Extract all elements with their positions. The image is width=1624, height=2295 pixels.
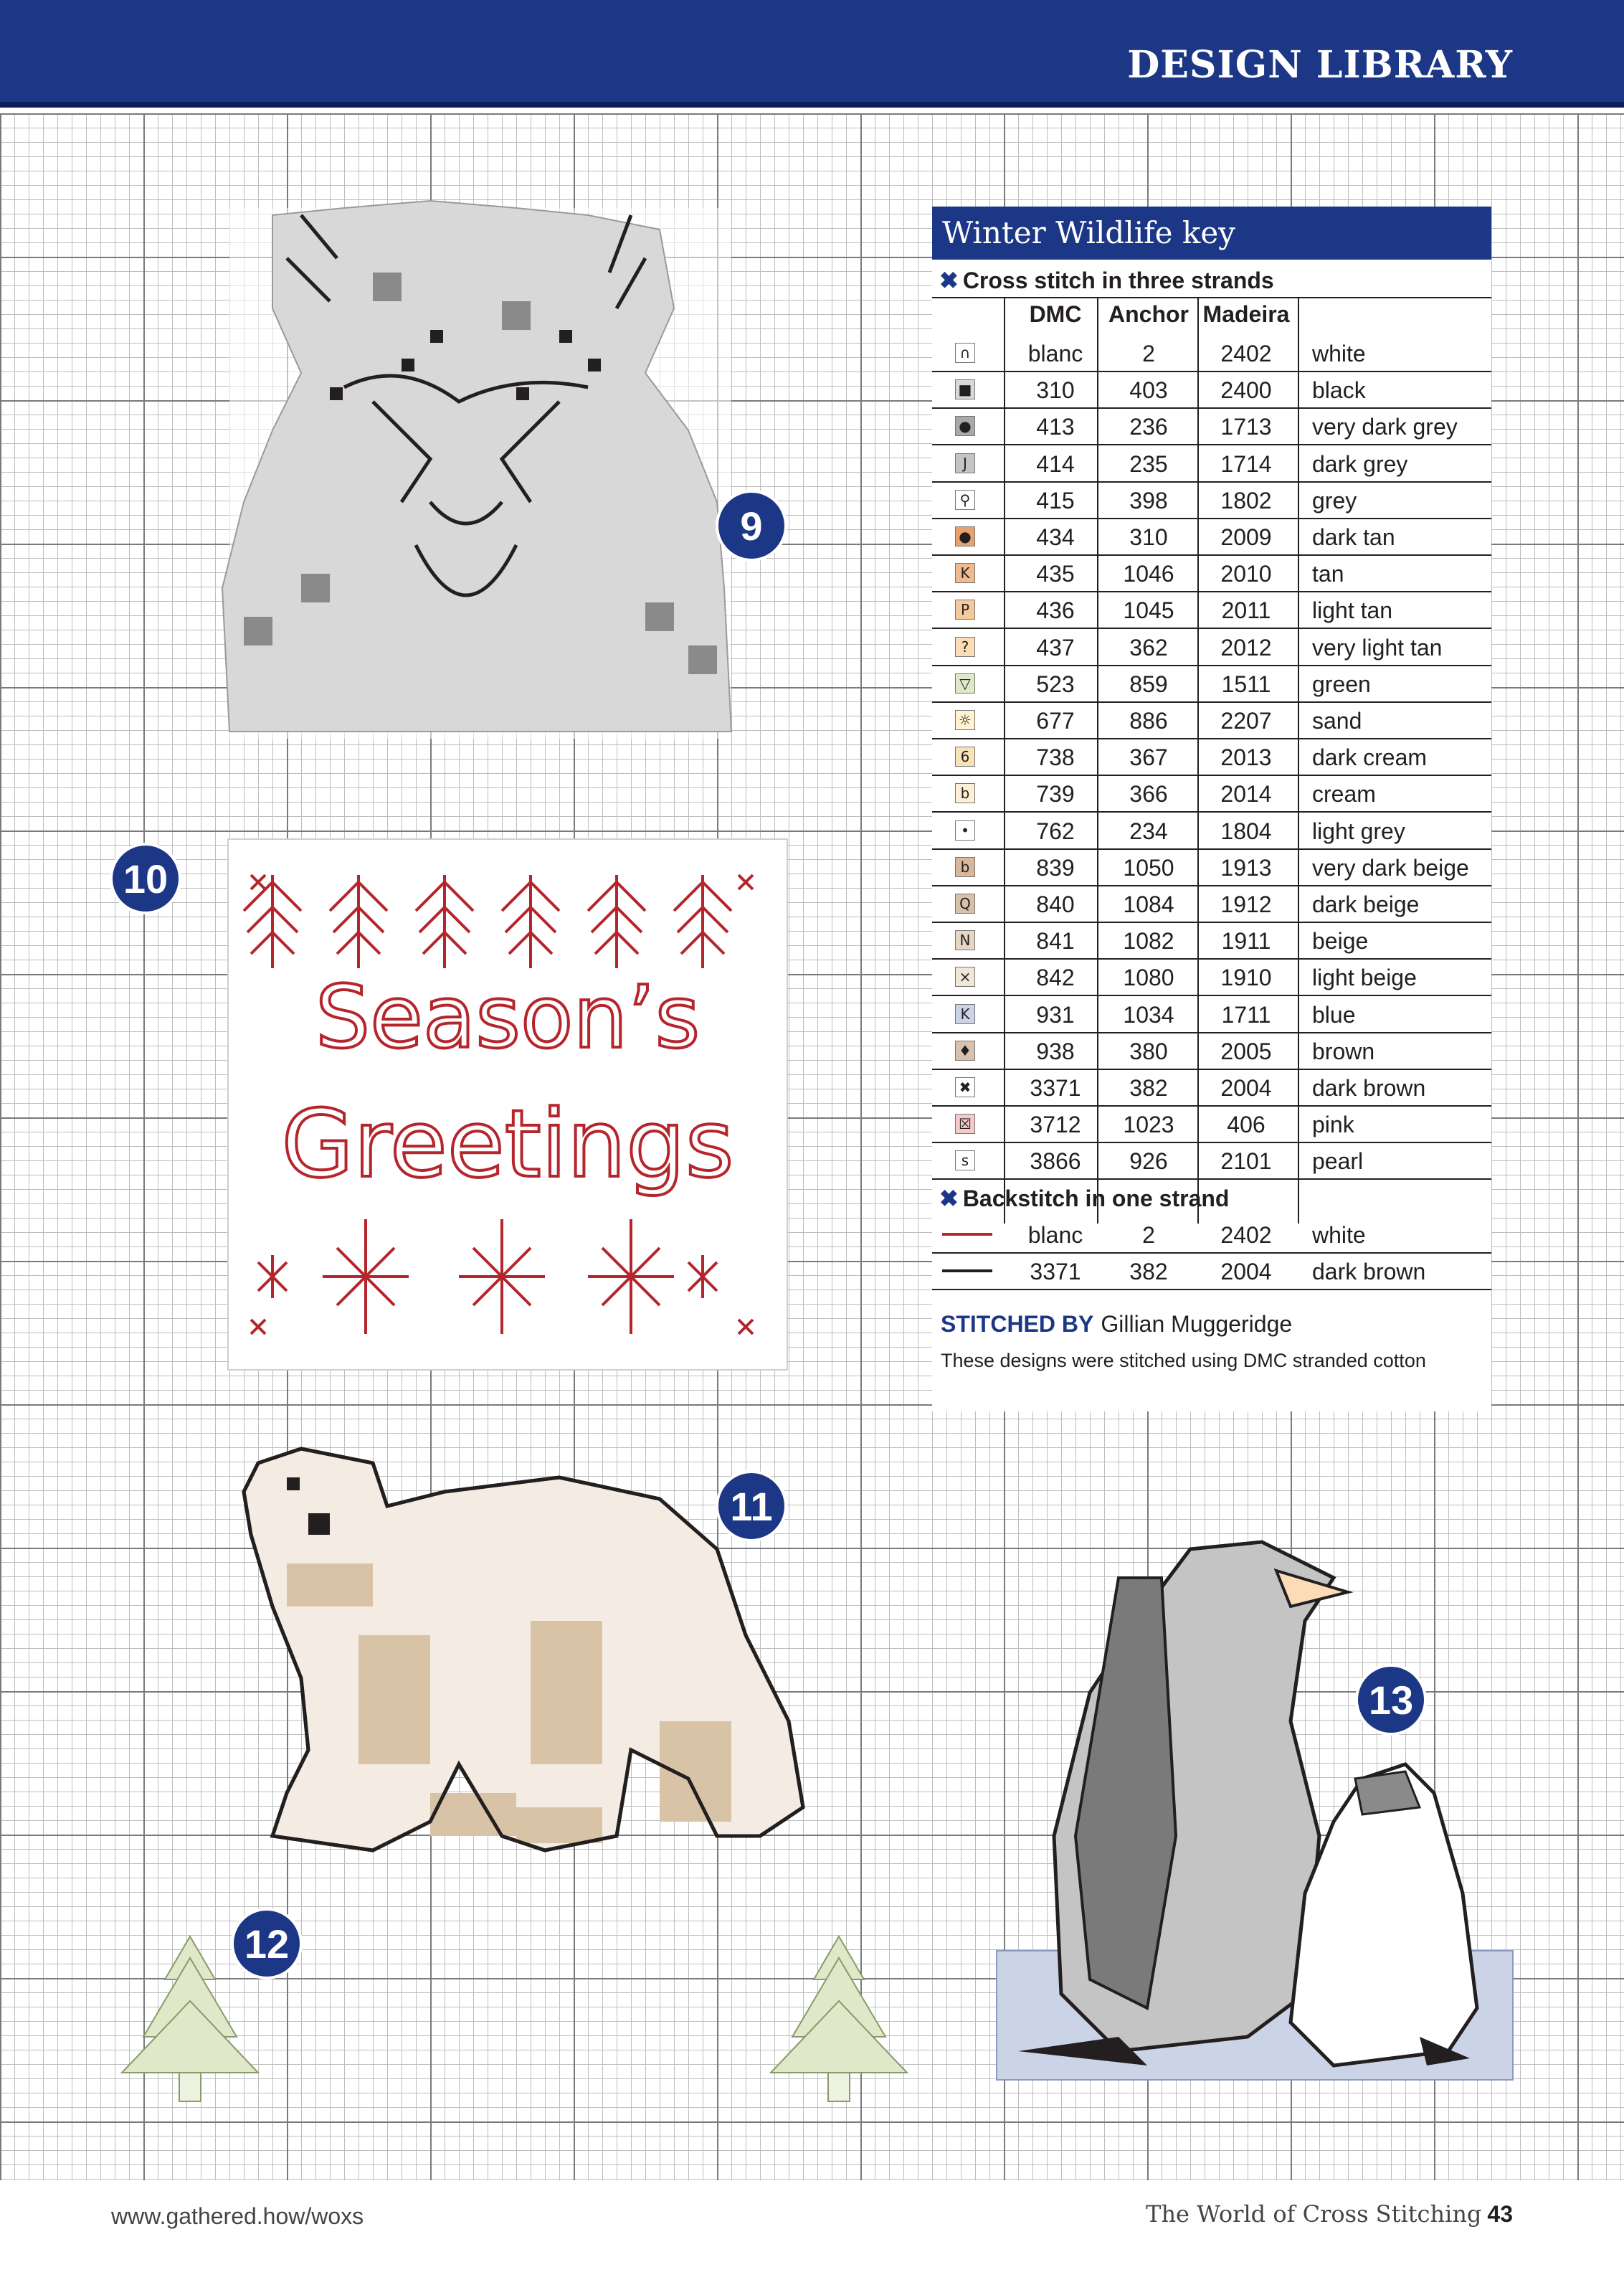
stitch-symbol-icon: • — [955, 820, 975, 841]
key-name: dark brown — [1312, 1075, 1426, 1101]
penguins-chart — [997, 1542, 1513, 2080]
key-row — [932, 1032, 1491, 1070]
sampler-text: Greetings — [281, 1089, 734, 1198]
chart-badge-11: 11 — [716, 1470, 787, 1542]
key-dmc: 762 — [1036, 818, 1075, 844]
chart-badge-12: 12 — [231, 1908, 303, 1979]
col-anchor: Anchor — [1108, 301, 1189, 327]
key-name: light grey — [1312, 818, 1405, 844]
stitch-symbol-icon: Q — [955, 894, 975, 914]
key-name: white — [1312, 341, 1366, 366]
key-name: tan — [1312, 561, 1344, 587]
key-madeira: 1511 — [1221, 671, 1271, 697]
key-madeira: 1912 — [1220, 891, 1272, 917]
key-row — [932, 554, 1491, 592]
section-title: DESIGN LIBRARY — [1127, 43, 1513, 87]
key-anchor: 1080 — [1123, 965, 1174, 991]
key-madeira: 2402 — [1220, 1221, 1272, 1248]
key-dmc: 738 — [1036, 744, 1075, 771]
key-anchor: 382 — [1129, 1075, 1168, 1101]
stitch-symbol-icon: P — [955, 600, 975, 620]
key-dmc: 310 — [1036, 377, 1075, 404]
key-dmc: 3866 — [1030, 1148, 1081, 1175]
key-name: pink — [1312, 1112, 1354, 1138]
key-madeira: 2400 — [1220, 377, 1272, 404]
key-madeira: 1711 — [1221, 1001, 1271, 1028]
stitch-symbol-icon: b — [955, 783, 975, 803]
key-name: green — [1312, 671, 1371, 697]
key-madeira: 1804 — [1220, 818, 1272, 844]
key-name: sand — [1312, 708, 1362, 734]
cross-stitch-heading: ✖ Cross stitch in three strands — [939, 268, 1274, 293]
key-row — [932, 775, 1491, 813]
key-dmc: 840 — [1036, 891, 1075, 917]
chart-badge-10: 10 — [110, 843, 181, 914]
stitch-symbol-icon: ? — [955, 637, 975, 657]
key-madeira: 2012 — [1220, 634, 1272, 661]
key-name: dark brown — [1312, 1259, 1426, 1284]
key-anchor: 1045 — [1123, 597, 1174, 624]
footer-url: www.gathered.how/woxs — [111, 2203, 364, 2229]
stitch-symbol-icon: ☒ — [955, 1114, 975, 1134]
key-dmc: 677 — [1036, 708, 1075, 734]
key-name: dark grey — [1312, 450, 1408, 477]
key-anchor: 310 — [1129, 524, 1168, 550]
stitched-by: STITCHED BY Gillian Muggeridge — [941, 1311, 1293, 1337]
key-dmc: 435 — [1036, 561, 1075, 587]
key-row — [932, 445, 1491, 483]
key-row — [932, 738, 1491, 776]
key-madeira: 2101 — [1220, 1148, 1272, 1175]
stitch-symbol-icon: 6 — [955, 747, 975, 767]
key-madeira: 2010 — [1220, 561, 1272, 587]
key-name: beige — [1312, 928, 1369, 955]
key-row — [932, 848, 1491, 886]
key-name: very dark beige — [1312, 854, 1469, 881]
key-dmc: 3371 — [1030, 1259, 1081, 1284]
key-anchor: 398 — [1129, 487, 1168, 514]
key-madeira: 2402 — [1220, 341, 1272, 366]
backstitch-line-icon — [942, 1269, 992, 1272]
key-row — [932, 1069, 1491, 1107]
col-dmc: DMC — [1029, 301, 1082, 327]
key-name: dark tan — [1312, 524, 1395, 550]
key-name: very light tan — [1312, 634, 1443, 661]
thread-key-panel — [932, 207, 1491, 1411]
key-dmc: 437 — [1036, 634, 1075, 661]
key-name: light tan — [1312, 597, 1393, 624]
key-row — [932, 812, 1491, 850]
key-madeira: 2011 — [1221, 597, 1271, 624]
page-number: 43 — [1487, 2201, 1513, 2227]
backstitch-row — [932, 1252, 1491, 1290]
key-row — [932, 1142, 1491, 1180]
key-madeira: 1714 — [1220, 450, 1272, 477]
key-row — [932, 995, 1491, 1033]
key-dmc: 436 — [1036, 597, 1075, 624]
key-dmc: 839 — [1036, 854, 1075, 881]
key-anchor: 367 — [1129, 744, 1168, 771]
key-anchor: 403 — [1129, 377, 1168, 404]
key-dmc: 842 — [1036, 965, 1075, 991]
chart-badge-13: 13 — [1355, 1664, 1427, 1736]
stitch-symbol-icon: ■ — [955, 379, 975, 399]
key-row — [932, 591, 1491, 629]
key-row — [932, 665, 1491, 703]
key-anchor: 2 — [1142, 1221, 1155, 1248]
key-dmc: 413 — [1036, 414, 1075, 440]
key-dmc: 414 — [1036, 450, 1075, 477]
greetings-chart — [228, 839, 787, 1370]
stitch-symbol-icon: ✖ — [955, 1077, 975, 1097]
key-madeira: 2207 — [1220, 708, 1272, 734]
stitch-symbol-icon: × — [955, 967, 975, 987]
key-dmc: 523 — [1036, 671, 1075, 697]
key-anchor: 382 — [1129, 1259, 1168, 1284]
key-madeira: 1911 — [1221, 928, 1271, 955]
key-name: black — [1312, 377, 1366, 404]
key-anchor: 1046 — [1123, 561, 1174, 587]
key-anchor: 234 — [1129, 818, 1168, 844]
key-dmc: blanc — [1027, 341, 1083, 366]
key-dmc: 938 — [1036, 1038, 1075, 1064]
key-dmc: 3712 — [1030, 1112, 1081, 1138]
key-row — [932, 481, 1491, 519]
key-anchor: 366 — [1129, 781, 1168, 808]
key-dmc: 434 — [1036, 524, 1075, 550]
key-name: brown — [1312, 1038, 1375, 1064]
cross-icon: ✖ — [939, 1185, 959, 1211]
key-dmc: 739 — [1036, 781, 1075, 808]
key-madeira: 1910 — [1220, 965, 1272, 991]
key-madeira: 2004 — [1220, 1259, 1272, 1284]
key-madeira: 2014 — [1220, 781, 1272, 808]
key-row — [932, 701, 1491, 739]
key-madeira: 406 — [1227, 1112, 1266, 1138]
stitch-symbol-icon: ● — [955, 526, 975, 546]
footer-magazine: The World of Cross Stitching 43 — [1146, 2200, 1513, 2228]
stitch-symbol-icon: ∩ — [955, 343, 975, 363]
key-anchor: 1084 — [1123, 891, 1174, 917]
key-row — [932, 334, 1491, 372]
thread-note: These designs were stitched using DMC stranded cotton — [941, 1350, 1426, 1371]
backstitch-row — [932, 1216, 1491, 1254]
key-row — [932, 628, 1491, 666]
key-dmc: 931 — [1036, 1001, 1075, 1028]
stitch-symbol-icon: s — [955, 1150, 975, 1170]
key-madeira: 2005 — [1220, 1038, 1272, 1064]
stitch-symbol-icon: b — [955, 857, 975, 877]
key-name: cream — [1312, 781, 1376, 808]
key-anchor: 380 — [1129, 1038, 1168, 1064]
stitch-symbol-icon: K — [955, 563, 975, 583]
key-anchor: 235 — [1129, 450, 1168, 477]
key-name: very dark grey — [1312, 414, 1458, 440]
key-name: pearl — [1312, 1148, 1364, 1175]
key-anchor: 2 — [1142, 341, 1155, 366]
key-row — [932, 922, 1491, 960]
key-name: white — [1312, 1221, 1366, 1248]
key-madeira: 1913 — [1220, 854, 1272, 881]
stitch-symbol-icon: ♦ — [955, 1041, 975, 1061]
key-row — [932, 371, 1491, 409]
sampler-text: Season’s — [315, 968, 701, 1068]
stitch-symbol-icon: ☼ — [955, 710, 975, 730]
stitch-symbol-icon: N — [955, 930, 975, 950]
key-row — [932, 958, 1491, 996]
key-anchor: 886 — [1129, 708, 1168, 734]
chart-badge-9: 9 — [716, 490, 787, 562]
cross-icon: ✖ — [939, 268, 959, 293]
stitch-symbol-icon: ⚲ — [955, 490, 975, 510]
key-madeira: 2009 — [1220, 524, 1272, 550]
key-madeira: 1713 — [1220, 414, 1272, 440]
backstitch-heading: ✖ Backstitch in one strand — [939, 1185, 1230, 1211]
key-name: dark cream — [1312, 744, 1428, 771]
key-anchor: 236 — [1129, 414, 1168, 440]
key-madeira: 1802 — [1220, 487, 1272, 514]
key-row — [932, 1105, 1491, 1143]
key-dmc: 415 — [1036, 487, 1075, 514]
divider — [932, 297, 1491, 298]
key-row — [932, 885, 1491, 923]
key-row — [932, 407, 1491, 445]
key-dmc: 3371 — [1030, 1075, 1081, 1101]
key-name: dark beige — [1312, 891, 1420, 917]
key-name: blue — [1312, 1001, 1356, 1028]
key-anchor: 1050 — [1123, 854, 1174, 881]
key-anchor: 1034 — [1123, 1001, 1174, 1028]
key-name: light beige — [1312, 965, 1417, 991]
key-dmc: blanc — [1027, 1221, 1083, 1248]
stitch-symbol-icon: K — [955, 1004, 975, 1024]
owl-chart — [222, 201, 731, 739]
key-madeira: 2004 — [1220, 1075, 1272, 1101]
stitch-symbol-icon: ● — [955, 416, 975, 436]
key-title: Winter Wildlife key — [932, 207, 1491, 260]
key-madeira: 2013 — [1220, 744, 1272, 771]
key-anchor: 1023 — [1123, 1112, 1174, 1138]
stitch-symbol-icon: ▽ — [955, 673, 975, 694]
key-anchor: 362 — [1129, 634, 1168, 661]
backstitch-line-icon — [942, 1233, 992, 1236]
key-name: grey — [1312, 487, 1357, 514]
stitch-symbol-icon: J — [955, 453, 975, 473]
key-anchor: 926 — [1129, 1148, 1168, 1175]
key-anchor: 859 — [1129, 671, 1168, 697]
key-dmc: 841 — [1036, 928, 1075, 955]
key-anchor: 1082 — [1123, 928, 1174, 955]
key-row — [932, 518, 1491, 556]
col-madeira: Madeira — [1202, 301, 1290, 327]
